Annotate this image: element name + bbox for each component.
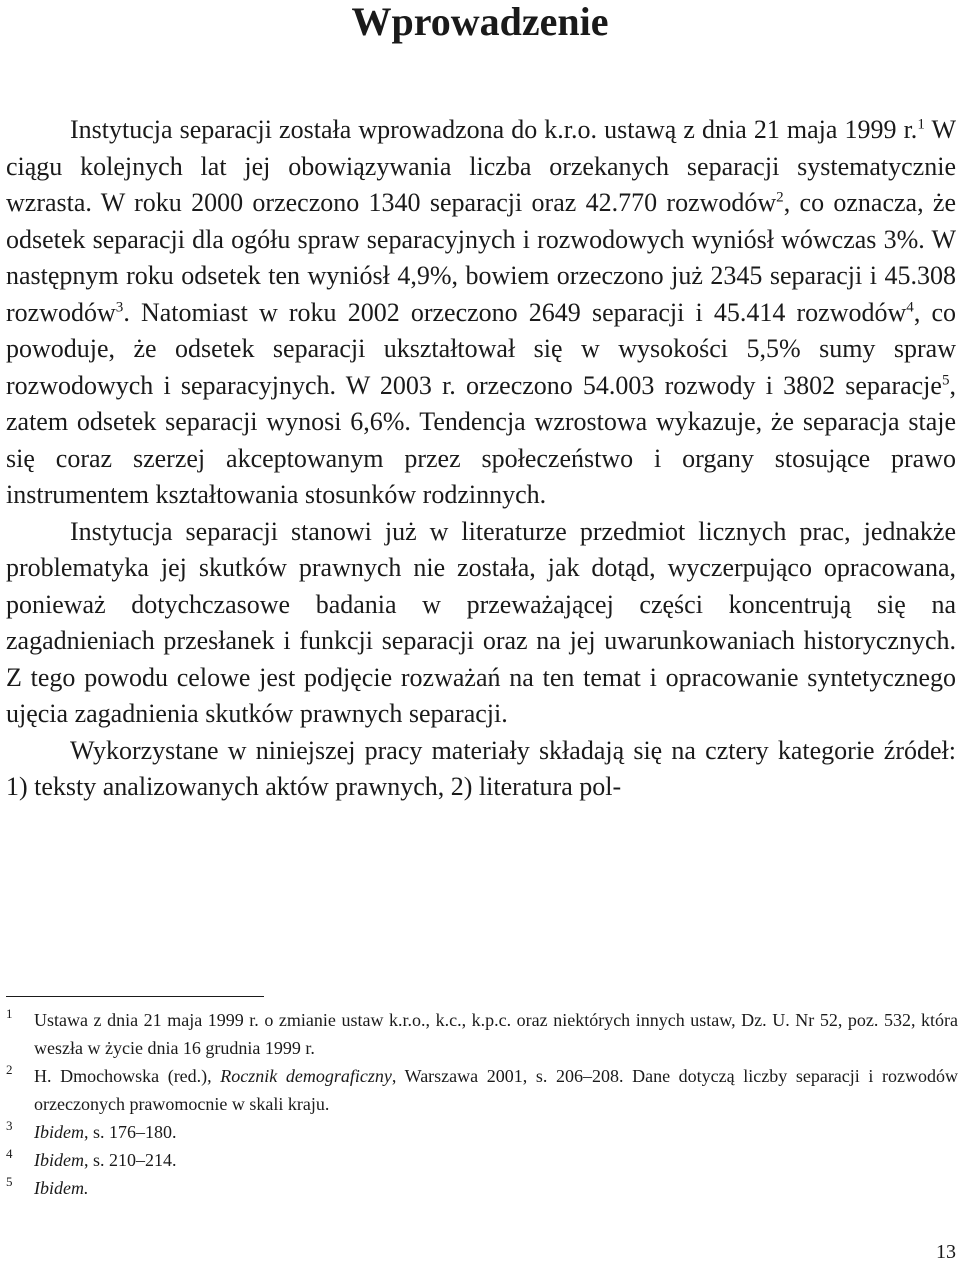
text-segment: Wykorzystane w niniejszej pracy materiały składają się na cztery kategorie źródeł: 1) teksty analizowanych aktów prawnych, 2) literatura pol- [6,735,956,801]
page-title: Wprowadzenie [351,0,609,44]
footnote-number: 5 [6,1174,13,1189]
footnote-reference: 1 [917,116,925,133]
italic-text: Ibidem [34,1150,84,1170]
footnote-text [34,1178,88,1198]
italic-text: Ibidem. [34,1178,89,1198]
footnote-reference: 2 [776,189,784,206]
text-segment: , co powoduje, że odsetek separacji ukształtował się w wysokości 5,5% sumy spraw rozwodowych i separacyjnych. W 2003 r. orzeczono 54.003 rozwody i 3802 separacje [6,297,956,400]
text-segment: H. Dmochowska (red.), [34,1066,221,1086]
footnote [6,1062,958,1118]
footnotes [6,1006,958,1202]
text-segment: , co oznacza, że odsetek separacji dla ogółu spraw separacyjnych i rozwodowych wyniósł wówczas 3%. W następnym roku odsetek ten wyniósł 4,9%, bowiem orzeczono już 2345 separacji i 45.308 rozwodów [6,188,956,327]
paragraph [6,514,956,733]
text-segment: , zatem odsetek separacji wynosi 6,6%. Tendencja wzrostowa wykazuje, że separacja staje się coraz szerzej akceptowanym przez społeczeństwo i organy stosujące prawo instrumentem kształtowania stosunków rodzinnych. [6,370,956,509]
text-segment: , Warszawa 2001, s. 206–208. Dane dotyczą liczby separacji i rozwodów orzeczonych prawomocnie w skali kraju. [34,1066,958,1114]
footnote [6,1006,958,1062]
footnote-text [34,1010,958,1058]
footnote [6,1118,958,1146]
text-segment: Ustawa z dnia 21 maja 1999 r. o zmianie ustaw k.r.o., k.c., k.p.c. oraz niektórych innych ustaw, Dz. U. Nr 52, poz. 532, która weszła w życie dnia 16 grudnia 1999 r. [34,1010,958,1058]
footnote [6,1174,958,1202]
paragraph [6,733,956,806]
paragraph [6,112,956,514]
footnote-number: 2 [6,1062,13,1077]
body-text [6,112,956,806]
footnote-text [34,1122,177,1142]
footnote-text [34,1066,958,1114]
footnote-reference: 3 [115,298,124,315]
text-segment: Instytucja separacji została wprowadzona do k.r.o. ustawą z dnia 21 maja 1999 r. [70,115,918,144]
italic-text: Ibidem [34,1122,84,1142]
footnote-number: 4 [6,1146,13,1161]
footnote-number: 3 [6,1118,13,1133]
text-segment: Instytucja separacji stanowi już w literaturze przedmiot licznych prac, jednakże problematyka jej skutków prawnych nie została, jak dotąd, wyczerpująco opracowana, ponieważ dotychczasowe badania w przeważającej części koncentrują się na zagadnieniach przesłanek i funkcji separacji oraz na jej uwarunkowaniach historycznych. Z tego powodu celowe jest podjęcie rozważań na ten temat i opracowanie syntetycznego ujęcia zagadnienia skutków prawnych separacji. [6,516,956,728]
text-segment: . Natomiast w roku 2002 orzeczono 2649 separacji i 45.414 rozwodów [123,297,907,327]
footnote-separator [6,996,264,997]
footnote-reference: 5 [941,371,950,388]
footnote-text [34,1150,177,1170]
text-segment: , s. 176–180. [83,1122,177,1142]
footnote-reference: 4 [906,298,914,315]
text-segment: , s. 210–214. [83,1150,177,1170]
page-number: 13 [936,1241,956,1263]
footnote-number: 1 [6,1006,13,1021]
italic-text: Rocznik demograficzny [220,1066,392,1086]
footnote [6,1146,958,1174]
text-segment: W ciągu kolejnych lat jej obowiązywania liczba orzekanych separacji systematycznie wzrasta. W roku 2000 orzeczono 1340 separacji oraz 42.770 rozwodów [6,115,957,217]
